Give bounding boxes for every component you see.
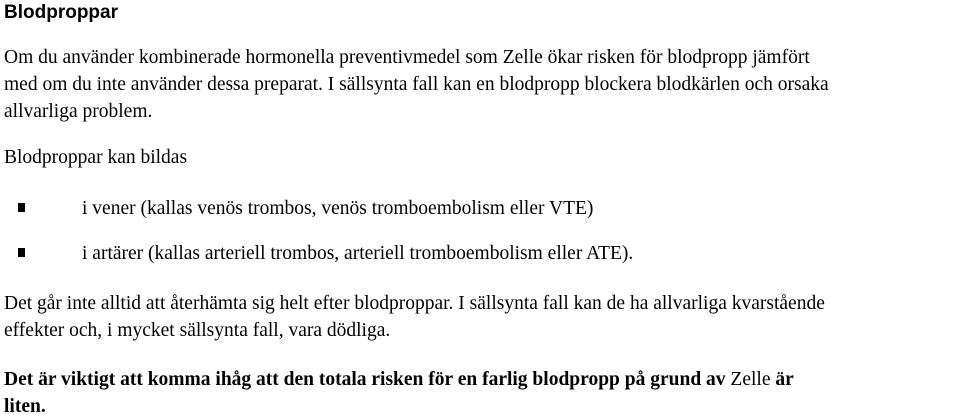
important-note-text: Det är viktigt att komma ihåg att den totala risken för en farlig blodpropp på grund av [4, 369, 731, 390]
recovery-line-1: Det går inte alltid att återhämta sig helt efter blodproppar. I sällsynta fall kan de ha allvarliga kvarstående [4, 293, 825, 314]
intro-paragraph [4, 44, 960, 125]
product-name: Zelle [730, 369, 771, 390]
section-heading: Blodproppar [4, 2, 118, 23]
important-note-line-2: liten. [4, 396, 46, 415]
recovery-line-2: effekter och, i mycket sällsynta fall, vara dödliga. [4, 320, 391, 341]
square-bullet-icon [18, 203, 25, 212]
important-note-line-1 [4, 366, 960, 393]
list-item-text: i artärer (kallas arteriell trombos, arteriell tromboembolism eller ATE). [82, 243, 634, 264]
recovery-paragraph [4, 290, 960, 344]
important-note-end: är [770, 369, 794, 390]
intro-line-3: allvarliga problem. [4, 101, 153, 122]
intro-line-2: med om du inte använder dessa preparat. I sällsynta fall kan en blodpropp blockera blodkärlen och orsaka [4, 74, 829, 95]
formation-paragraph: Blodproppar kan bildas [4, 147, 188, 168]
square-bullet-icon [18, 248, 25, 257]
important-note [4, 366, 960, 415]
intro-line-1: Om du använder kombinerade hormonella preventivmedel som Zelle ökar risken för blodpropp jämfört [4, 47, 810, 68]
list-item-text: i vener (kallas venös trombos, venös tromboembolism eller VTE) [82, 198, 594, 219]
